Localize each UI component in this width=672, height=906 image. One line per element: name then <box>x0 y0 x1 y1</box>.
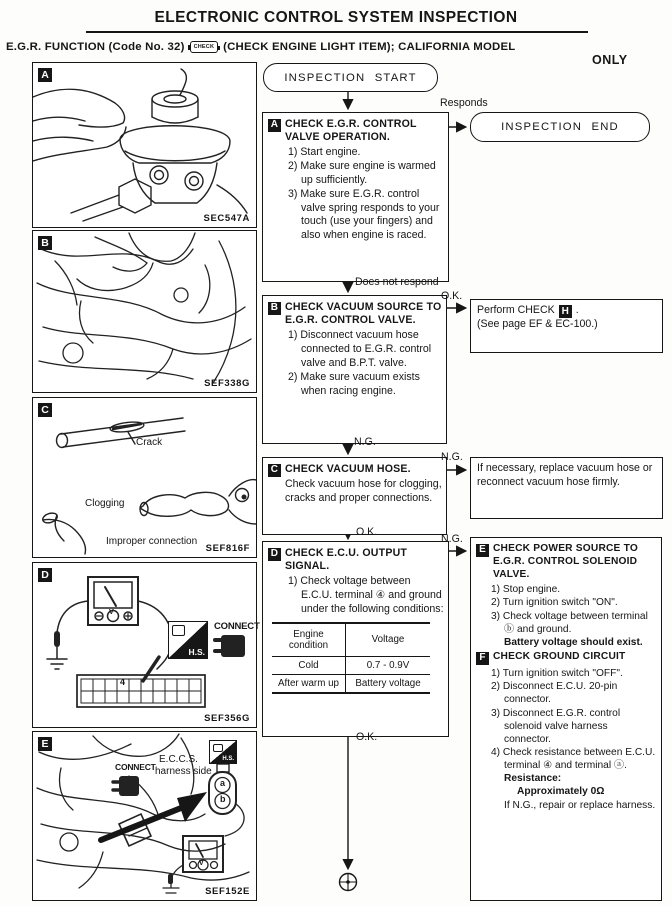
hs-label-e: H.S. <box>222 756 234 762</box>
ok-label-3: O.K. <box>356 731 378 743</box>
step-f-letter-badge: F <box>476 652 489 665</box>
step-f-resistance-value: Approximately 0Ω <box>517 786 605 798</box>
figure-d-code: SEF356G <box>204 713 250 724</box>
step-d-items <box>288 575 444 616</box>
table-cell: 0.7 - 0.9V <box>366 659 410 671</box>
step-f-title: F CHECK GROUND CIRCUIT <box>476 651 657 665</box>
step-f-item: 4) Check resistance between E.C.U. terminal ④ and terminal ⓐ. <box>491 746 656 772</box>
step-a-title: A CHECK E.G.R. CONTROL VALVE OPERATION. <box>268 118 444 144</box>
step-a-items <box>288 146 444 242</box>
hs-tool-badge-e <box>209 740 237 764</box>
hose-faults-illustration-icon <box>33 398 256 557</box>
subtitle-right: (CHECK ENGINE LIGHT ITEM); CALIFORNIA MODEL <box>223 41 516 53</box>
step-b-title: B CHECK VACUUM SOURCE TO E.G.R. CONTROL VALVE. <box>268 301 442 327</box>
table-cell: Cold <box>272 657 346 674</box>
ok-label-2: O.K. <box>356 526 378 538</box>
step-e-item: 1) Stop engine. <box>491 584 561 596</box>
does-not-respond-label: Does not respond <box>355 276 439 288</box>
table-cell: Battery voltage <box>355 678 421 690</box>
figure-e-letter-badge: E <box>38 737 52 751</box>
hs-tool-badge <box>168 621 208 659</box>
step-c-letter-badge: C <box>268 464 281 477</box>
ok-label-1: O.K. <box>441 290 463 302</box>
inspection-end-terminal: INSPECTION END <box>470 112 650 142</box>
hs-label: H.S. <box>188 647 205 657</box>
table-cell: After warm up <box>272 675 346 692</box>
egr-valve-illustration-icon <box>33 63 256 227</box>
engine-bay-illustration-icon <box>33 231 256 392</box>
perform-check-line2: (See page EF & EC-100.) <box>477 318 598 330</box>
figure-c-hose-faults <box>32 397 257 558</box>
figure-b-code: SEF338G <box>204 378 250 389</box>
step-a-letter-badge: A <box>268 119 281 132</box>
step-a-item: 1) Start engine. <box>288 146 361 159</box>
step-f-resistance-label: Resistance: <box>504 773 562 785</box>
step-c-box <box>262 457 447 535</box>
subtitle-only: ONLY <box>592 53 628 67</box>
step-e-letter-badge: E <box>476 544 489 557</box>
step-f-note: If N.G., repair or replace harness. <box>504 799 656 811</box>
connect-label-e: CONNECT <box>115 762 156 772</box>
terminal-a-label: a <box>220 778 226 788</box>
voltage-table <box>272 622 430 695</box>
perform-check-line1: Perform CHECK H . <box>477 304 579 317</box>
figure-a-code: SEC547A <box>203 213 250 224</box>
step-a-item: 3) Make sure E.G.R. control valve spring responds to your touch (use your fingers) and also when engine is raced. <box>288 187 440 242</box>
replace-hose-box: If necessary, replace vacuum hose or reconnect vacuum hose firmly. <box>470 457 663 519</box>
table-header-engine-condition: Engine condition <box>272 624 346 656</box>
figure-c-code: SEF816F <box>205 543 250 554</box>
voltmeter-connector-illustration-icon <box>33 563 256 727</box>
connect-label: CONNECT <box>214 621 260 632</box>
title-rule <box>86 31 588 33</box>
step-d-box <box>262 541 449 737</box>
figure-a-letter-badge: A <box>38 68 52 82</box>
voltmeter-v-label: V <box>109 609 114 616</box>
ng-label-1: N.G. <box>354 436 376 448</box>
step-d-item: 1) Check voltage between E.C.U. terminal ④ and ground under the following conditions: <box>288 575 444 615</box>
responds-label: Responds <box>440 97 488 109</box>
ng-label-2: N.G. <box>441 451 463 463</box>
step-c-body: Check vacuum hose for clogging, cracks and proper connections. <box>285 478 442 504</box>
step-d-title: D CHECK E.C.U. OUTPUT SIGNAL. <box>268 547 444 573</box>
inspection-start-terminal: INSPECTION START <box>263 63 438 92</box>
step-e-title: E CHECK POWER SOURCE TO E.G.R. CONTROL SOLENOID VALVE. <box>476 543 657 581</box>
step-f-item: 2) Disconnect E.C.U. 20-pin connector. <box>491 681 618 706</box>
check-h-letter-badge: H <box>559 305 572 318</box>
step-f-item: 3) Disconnect E.G.R. control solenoid valve harness connector. <box>491 707 621 745</box>
step-e-item: 3) Check voltage between terminal ⓑ and ground. <box>491 610 648 635</box>
step-e-items <box>491 583 657 649</box>
figure-e-code: SEF152E <box>205 886 250 897</box>
step-b-box <box>262 295 447 444</box>
figure-c-letter-badge: C <box>38 403 52 417</box>
tool-icon <box>172 625 185 636</box>
step-a-box <box>262 112 449 282</box>
step-f-item: 1) Turn ignition switch "OFF". <box>491 668 623 680</box>
subtitle-left: E.G.R. FUNCTION (Code No. 32) <box>6 41 185 53</box>
step-ef-box <box>470 537 662 901</box>
table-row <box>272 674 430 692</box>
voltmeter-v-label-e: V <box>199 860 204 867</box>
pin-4-label: 4 <box>120 677 126 687</box>
page-title: ELECTRONIC CONTROL SYSTEM INSPECTION <box>154 9 518 26</box>
table-row <box>272 656 430 674</box>
step-b-item: 1) Disconnect vacuum hose connected to E.G.R. control valve and B.P.T. valve. <box>288 329 432 369</box>
step-b-items <box>288 329 442 398</box>
eccs-label: E.C.C.S. <box>159 754 198 765</box>
figure-b-engine-bay <box>32 230 257 393</box>
step-d-letter-badge: D <box>268 548 281 561</box>
figure-d-letter-badge: D <box>38 568 52 582</box>
figure-e-harness-check <box>32 731 257 901</box>
table-header-voltage: Voltage <box>371 634 405 646</box>
step-e-item: 2) Turn ignition switch "ON". <box>491 597 618 609</box>
figure-b-letter-badge: B <box>38 236 52 250</box>
step-a-item: 2) Make sure engine is warmed up sufficiently. <box>288 160 436 186</box>
step-f-items <box>491 667 657 812</box>
step-c-title: C CHECK VACUUM HOSE. <box>268 463 442 477</box>
ng-label-3: N.G. <box>441 533 463 545</box>
table-header-row <box>272 624 430 656</box>
step-b-item: 2) Make sure vacuum exists when racing engine. <box>288 370 420 397</box>
step-e-bold-note: Battery voltage should exist. <box>504 636 643 648</box>
perform-check-h-box <box>470 299 663 353</box>
step-b-letter-badge: B <box>268 302 281 315</box>
harness-side-label: harness side <box>155 766 212 777</box>
terminal-b-label: b <box>220 794 226 804</box>
tool-icon-e <box>213 744 223 752</box>
figure-a-egr-valve <box>32 62 257 228</box>
figure-d-voltmeter-check <box>32 562 260 728</box>
check-engine-icon: CHECK <box>190 41 219 53</box>
improper-connection-label: Improper connection <box>106 536 198 547</box>
clogging-label: Clogging <box>85 498 125 509</box>
section-subtitle <box>6 41 515 53</box>
crack-label: Crack <box>136 437 163 448</box>
